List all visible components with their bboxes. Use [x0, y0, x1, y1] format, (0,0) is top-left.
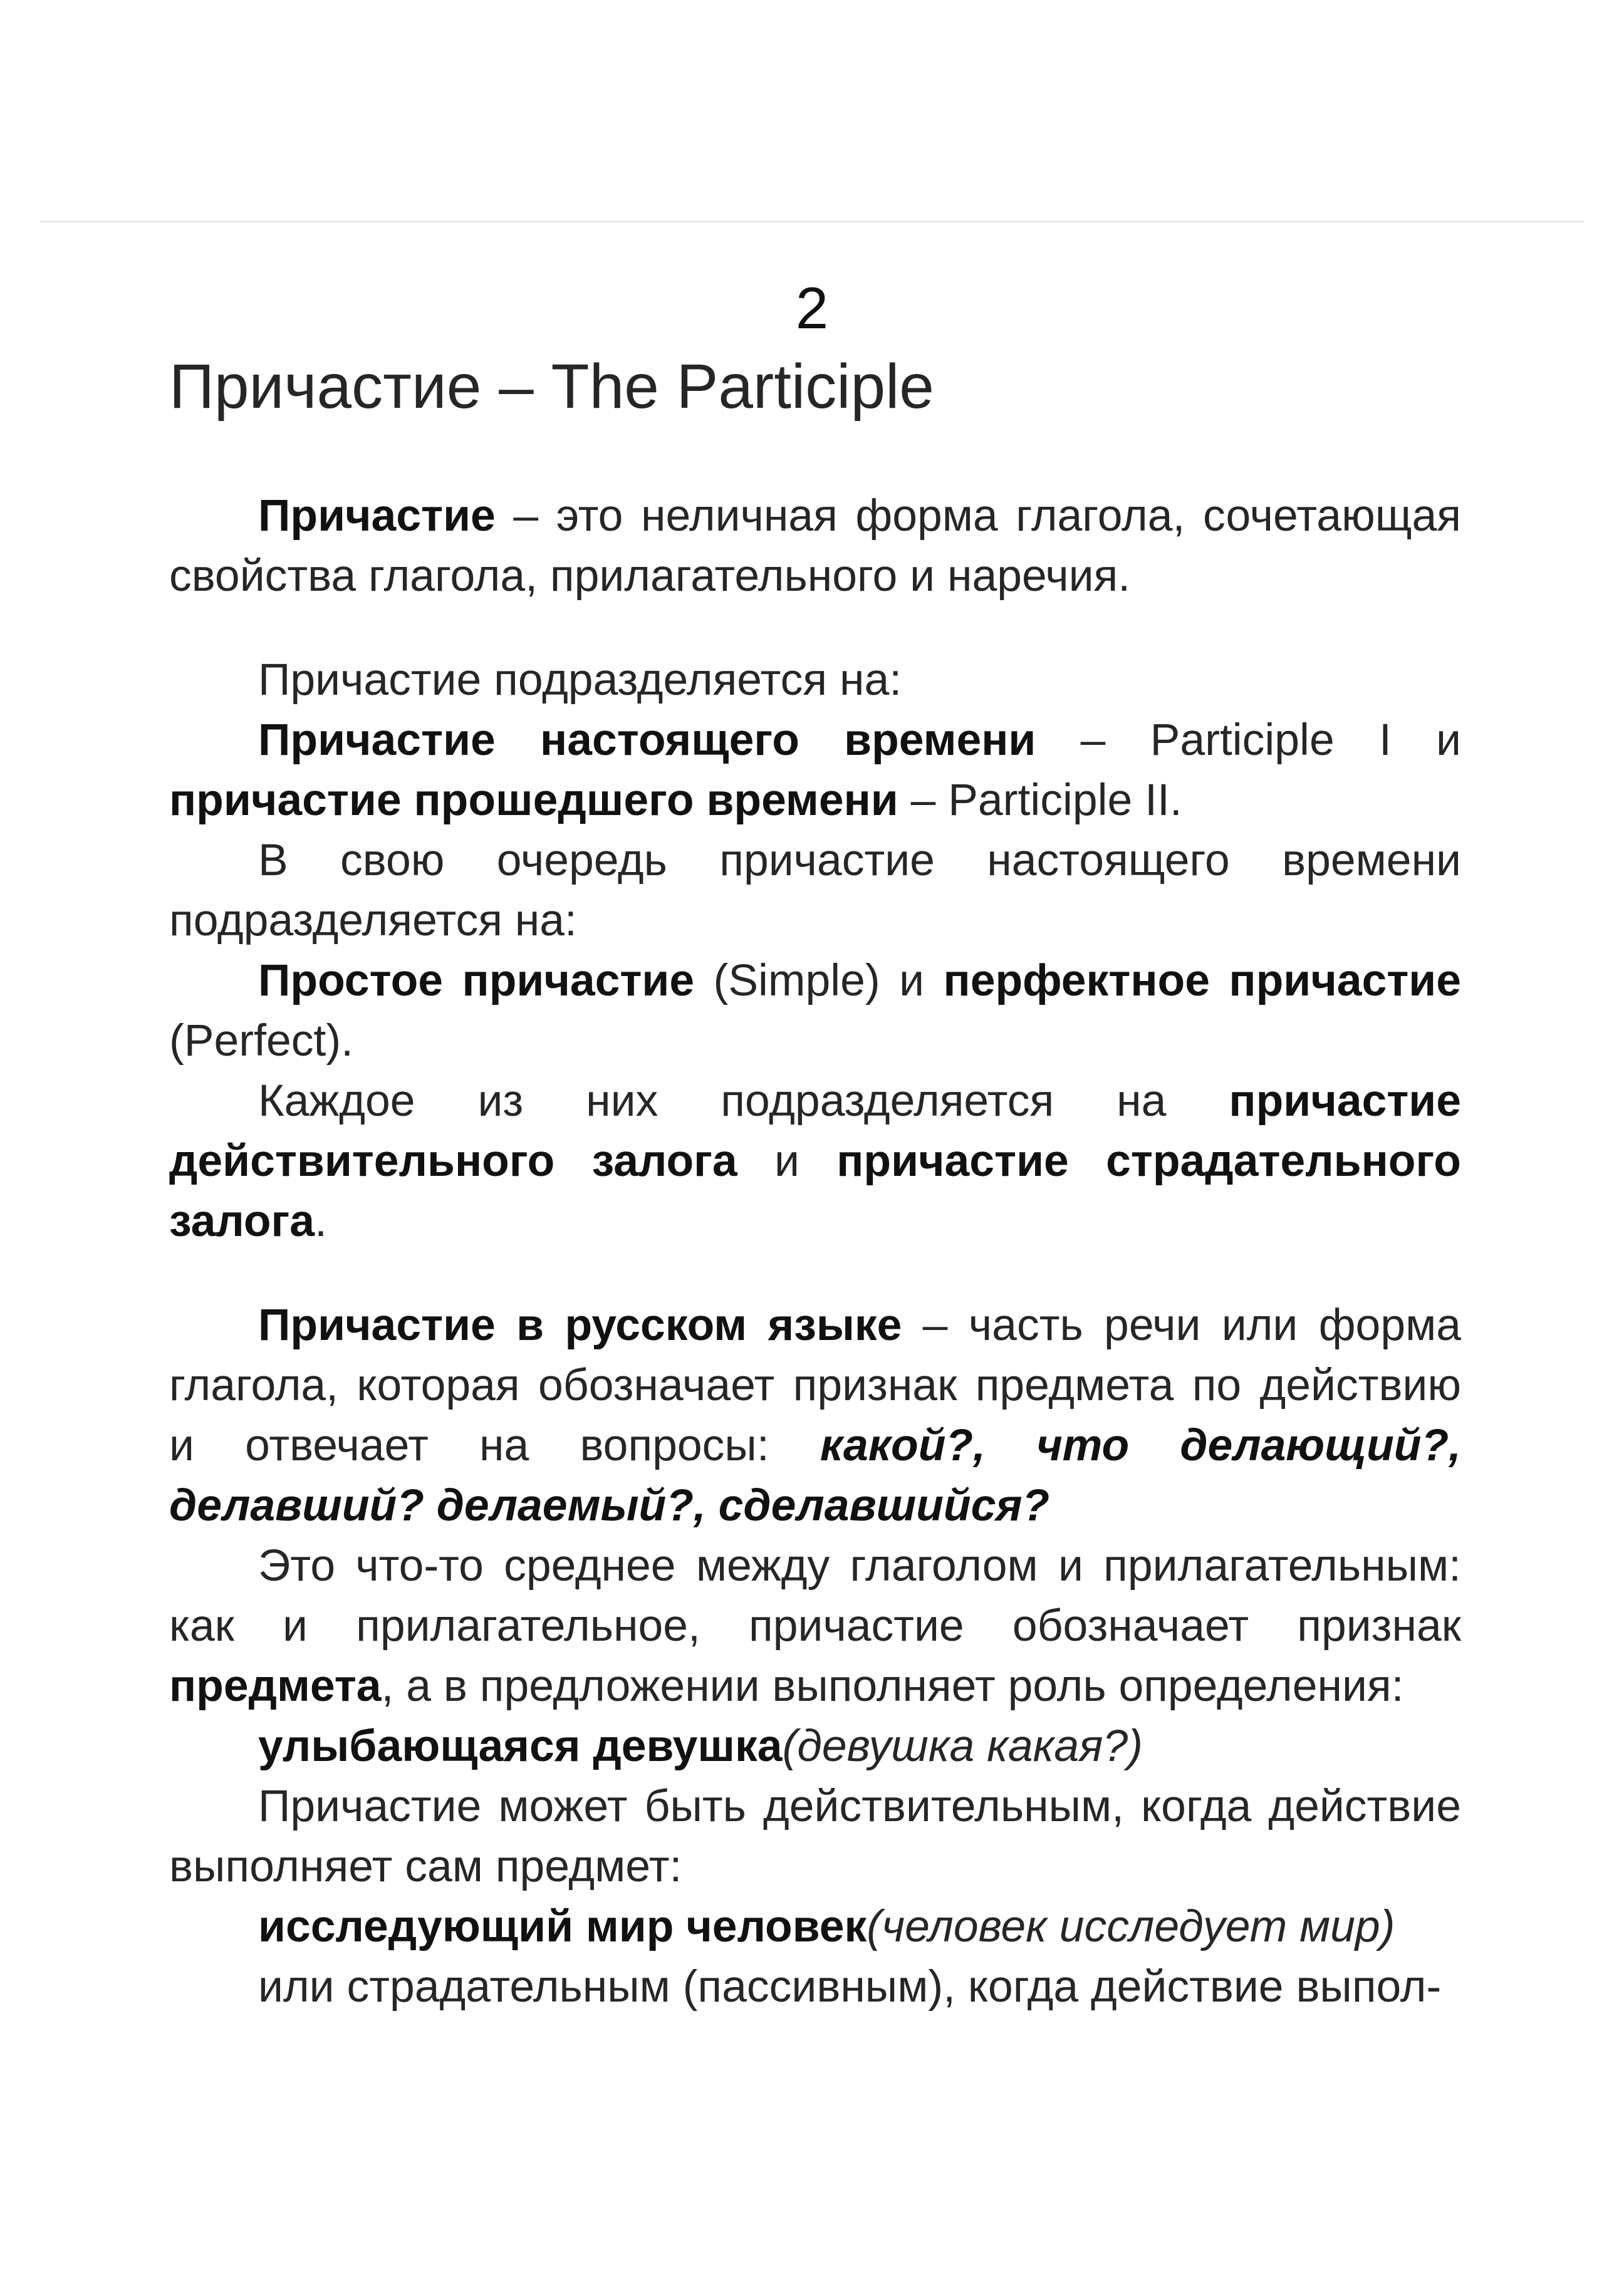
example-smiling-girl [169, 1716, 1461, 1776]
paragraph-participle-types [169, 710, 1461, 830]
paragraph-text: (Perfect). [169, 1016, 353, 1066]
paragraph-present-subdivision [169, 830, 1461, 950]
page-title: Причастие – The Participle [169, 351, 934, 422]
paragraph-subdivision-intro [169, 650, 1461, 710]
object-term: предмета [169, 1661, 382, 1711]
paragraph-russian-participle [169, 1295, 1461, 1535]
present-participle-term: Причастие настоящего времени [258, 715, 1036, 765]
paragraph-definition [169, 486, 1461, 606]
page-number: 2 [795, 275, 829, 341]
paragraph-text: Каждое из них подразделяется на [258, 1076, 1229, 1126]
russian-participle-term: Причастие в русском языке [258, 1300, 902, 1350]
example-question: (человек исследует мир) [867, 1901, 1395, 1951]
paragraph-simple-perfect [169, 950, 1461, 1071]
paragraph-voice [169, 1071, 1461, 1251]
passive-voice-term: причастие страдательного залога [169, 1136, 1461, 1246]
perfect-participle-term: перфектное причастие [943, 955, 1461, 1005]
term-bold: Причастие [258, 491, 496, 541]
paragraph-text: . [315, 1196, 327, 1246]
active-voice-term: причастие действительного залога [169, 1076, 1461, 1186]
paragraph-text: Это что-то среднее между глаголом и прилагательным: как и прилагательное, причастие обозначает признак [169, 1540, 1461, 1651]
paragraph-active [169, 1776, 1461, 1896]
paragraph-passive [169, 1956, 1461, 2017]
paragraph-text: , а в предложении выполняет роль определения: [381, 1661, 1404, 1711]
paragraph-text: – Participle II. [898, 775, 1182, 825]
paragraph-text: Причастие может быть действительным, когда действие выполняет сам предмет: [169, 1781, 1461, 1891]
example-phrase: исследующий мир человек [258, 1901, 867, 1951]
paragraph-text: Причастие подразделяется на: [258, 655, 902, 705]
past-participle-term: причастие прошедшего времени [169, 775, 898, 825]
paragraph-text: или страдательным (пассивным), когда действие выпол- [258, 1961, 1442, 2012]
example-question: (девушка какая?) [782, 1721, 1143, 1771]
paragraph-text: – часть речи или форма глагола, которая обозначает признак предмета по действию и отвечает на вопросы: [169, 1300, 1462, 1470]
questions-bold-italic: какой?, что делающий?, делавший? делаемый?, сделавшийся? [169, 1420, 1461, 1530]
simple-participle-term: Простое причастие [258, 955, 695, 1005]
paragraph-text: и [737, 1136, 837, 1186]
example-researching-man [169, 1896, 1461, 1956]
top-divider [40, 221, 1584, 223]
example-phrase: улыбающаяся девушка [258, 1721, 783, 1771]
paragraph-text: – Participle I и [1036, 715, 1461, 765]
paragraph-between-verb-adjective [169, 1535, 1461, 1716]
definition-text: – это неличная форма глагола, сочетающая свойства глагола, прилагательного и наречия. [169, 491, 1461, 601]
paragraph-text: (Simple) и [694, 955, 944, 1005]
document-body [169, 486, 1461, 2017]
paragraph-text: В свою очередь причастие настоящего времени подразделяется на: [169, 835, 1461, 945]
